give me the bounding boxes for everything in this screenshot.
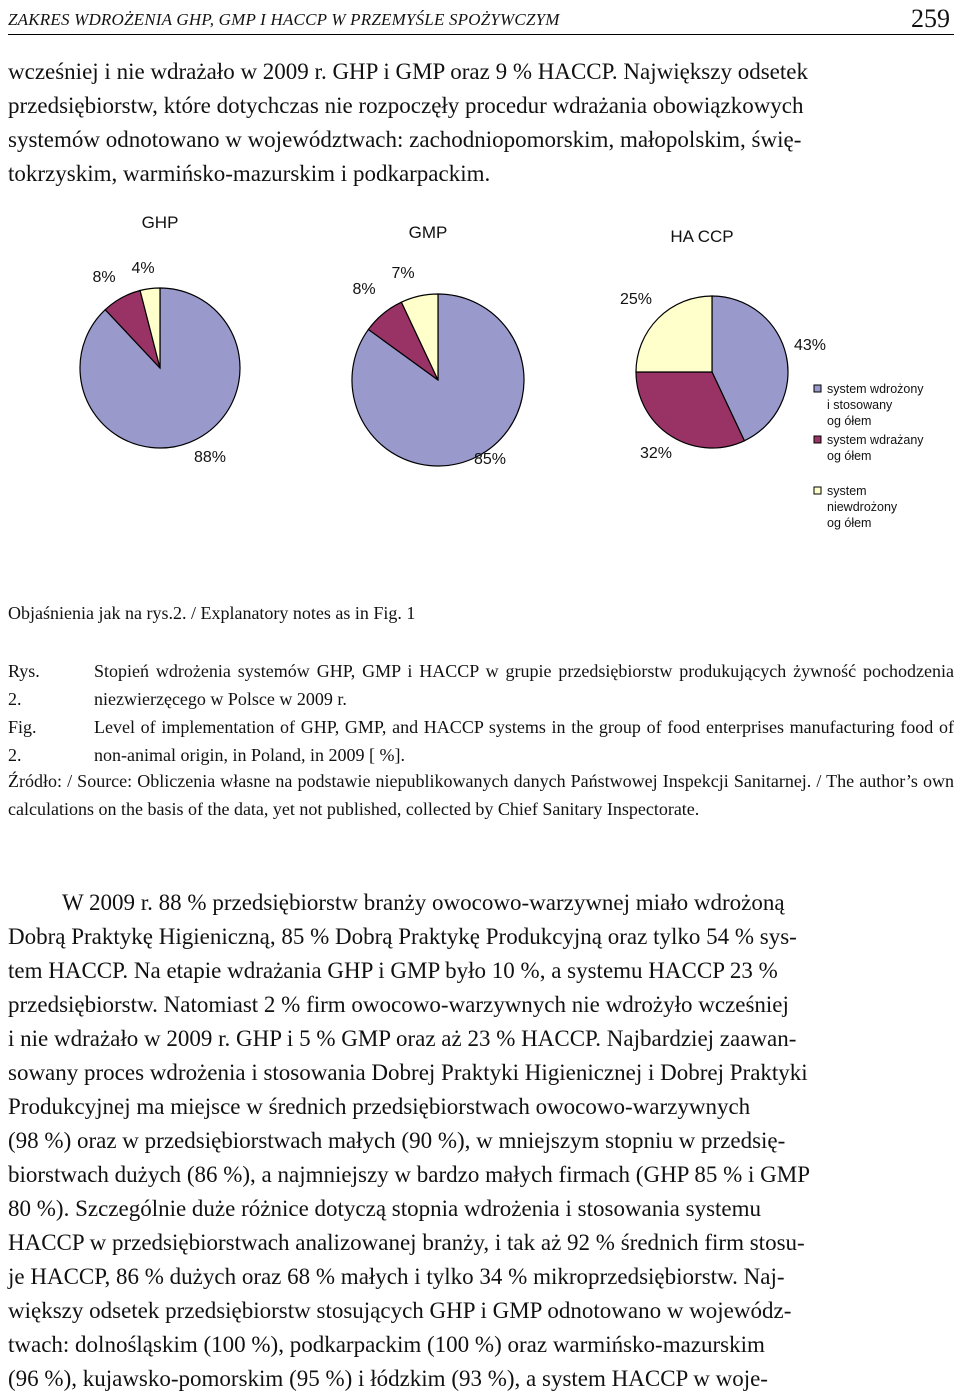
paragraph-line: (96 %), kujawsko-pomorskim (95 %) i łódzkim (93 %), a system HACCP w woje-	[8, 1366, 768, 1391]
figure-pie-charts	[0, 200, 960, 580]
pie-title: GHP	[141, 213, 179, 232]
pie-data-label: 25%	[619, 291, 653, 308]
legend-label: system wdrożony	[827, 382, 924, 396]
legend-label: og ółem	[827, 449, 872, 463]
running-header-title: ZAKRES WDROŻENIA GHP, GMP I HACCP W PRZEMYŚLE SPOŻYWCZYM	[8, 10, 560, 29]
paragraph-line: W 2009 r. 88 % przedsiębiorstw branży owocowo-warzywnej miało wdrożoną	[62, 890, 785, 915]
pie-data-label: 88%	[193, 449, 227, 466]
pie-data-label: 43%	[793, 337, 827, 354]
paragraph-line: Produkcyjnej ma miejsce w średnich przedsiębiorstwach owocowo-warzywnych	[8, 1094, 751, 1119]
caption-text: Level of implementation of GHP, GMP, and HACCP systems in the group of food enterprises manufacturing food of non-animal origin, in Poland, in 2009 [ %].	[94, 717, 954, 765]
pie-title: GMP	[408, 223, 448, 242]
paragraph-line: tem HACCP. Na etapie wdrażania GHP i GMP było 10 %, a systemu HACCP 23 %	[8, 958, 778, 983]
paragraph-line: przedsiębiorstw, które dotychczas nie rozpoczęły procedur wdrażania obowiązkowych	[8, 93, 804, 118]
paragraph-line: twach: dolnośląskim (100 %), podkarpackim (100 %) oraz warmińsko-mazurskim	[8, 1332, 765, 1357]
paragraph-line: i nie wdrażało w 2009 r. GHP i 5 % GMP oraz aż 23 % HACCP. Najbardziej zaawan-	[8, 1026, 797, 1051]
running-header	[8, 4, 954, 35]
pie-data-label: 7%	[391, 265, 415, 282]
paragraph-line: je HACCP, 86 % dużych oraz 68 % małych i tylko 34 % mikroprzedsiębiorstw. Naj-	[8, 1264, 785, 1289]
pie-data-label: 8%	[92, 269, 116, 286]
legend-label: niewdrożony	[827, 500, 898, 514]
paragraph-top	[8, 55, 952, 191]
caption-text: Stopień wdrożenia systemów GHP, GMP i HACCP w grupie przedsiębiorstw produkujących żywność pochodzenia niezwierzęcego w Polsce w 2009 r.	[94, 661, 954, 709]
pie-data-label: 32%	[639, 445, 673, 462]
pie-title: HA CCP	[670, 227, 734, 246]
legend-label: og ółem	[827, 516, 872, 530]
figure-source: Źródło: / Source: Obliczenia własne na podstawie niepublikowanych danych Państwowej Inspekcji Sanitarnej. / The author’s own calculations on the basis of the data, yet not published, collected by Chief Sanitary Inspectorate.	[8, 771, 954, 819]
paragraph-line: biorstwach dużych (86 %), a najmniejszy w bardzo małych firmach (GHP 85 % i GMP	[8, 1162, 811, 1187]
legend-label: system wdrażany	[827, 433, 924, 447]
explanatory-note: Objaśnienia jak na rys.2. / Explanatory notes as in Fig. 1	[8, 603, 416, 623]
pie-data-label: 85%	[473, 451, 507, 468]
paragraph-line: przedsiębiorstw. Natomiast 2 % firm owocowo-warzywnych nie wdrożyło wcześniej	[8, 992, 789, 1017]
paragraph-line: systemów odnotowano w województwach: zachodniopomorskim, małopolskim, świę-	[8, 127, 802, 152]
paragraph-line: tokrzyskim, warmińsko-mazurskim i podkarpackim.	[8, 161, 491, 186]
legend-swatch	[814, 385, 821, 392]
paragraph-line: 80 %). Szczególnie duże różnice dotyczą stopnia wdrożenia i stosowania systemu	[8, 1196, 762, 1221]
pie-data-label: 8%	[352, 281, 376, 298]
page-number: 259	[911, 4, 950, 33]
caption-label: Rys. 2.	[8, 661, 40, 709]
paragraph-line: Dobrą Praktykę Higieniczną, 85 % Dobrą Praktykę Produkcyjną oraz tylko 54 % sys-	[8, 924, 797, 949]
legend-swatch	[814, 436, 821, 443]
paragraph-line: wcześniej i nie wdrażało w 2009 r. GHP i GMP oraz 9 % HACCP. Największy odsetek	[8, 59, 808, 84]
legend-label: system	[827, 484, 867, 498]
paragraph-line: sowany proces wdrożenia i stosowania Dobrej Praktyki Higienicznej i Dobrej Praktyki	[8, 1060, 808, 1085]
legend-swatch	[814, 487, 821, 494]
pie-charts-svg	[0, 200, 960, 580]
caption-label: Fig. 2.	[8, 717, 37, 765]
paragraph-body	[8, 886, 952, 1396]
legend-label: og ółem	[827, 414, 872, 428]
pie-data-label: 4%	[131, 260, 155, 277]
paragraph-line: większy odsetek przedsiębiorstw stosujących GHP i GMP odnotowano w wojewódz-	[8, 1298, 792, 1323]
legend-label: i stosowany	[827, 398, 893, 412]
paragraph-line: (98 %) oraz w przedsiębiorstwach małych (90 %), w mniejszym stopniu w przedsię-	[8, 1128, 786, 1153]
paragraph-line: HACCP w przedsiębiorstwach analizowanej branży, i tak aż 92 % średnich firm stosu-	[8, 1230, 805, 1255]
